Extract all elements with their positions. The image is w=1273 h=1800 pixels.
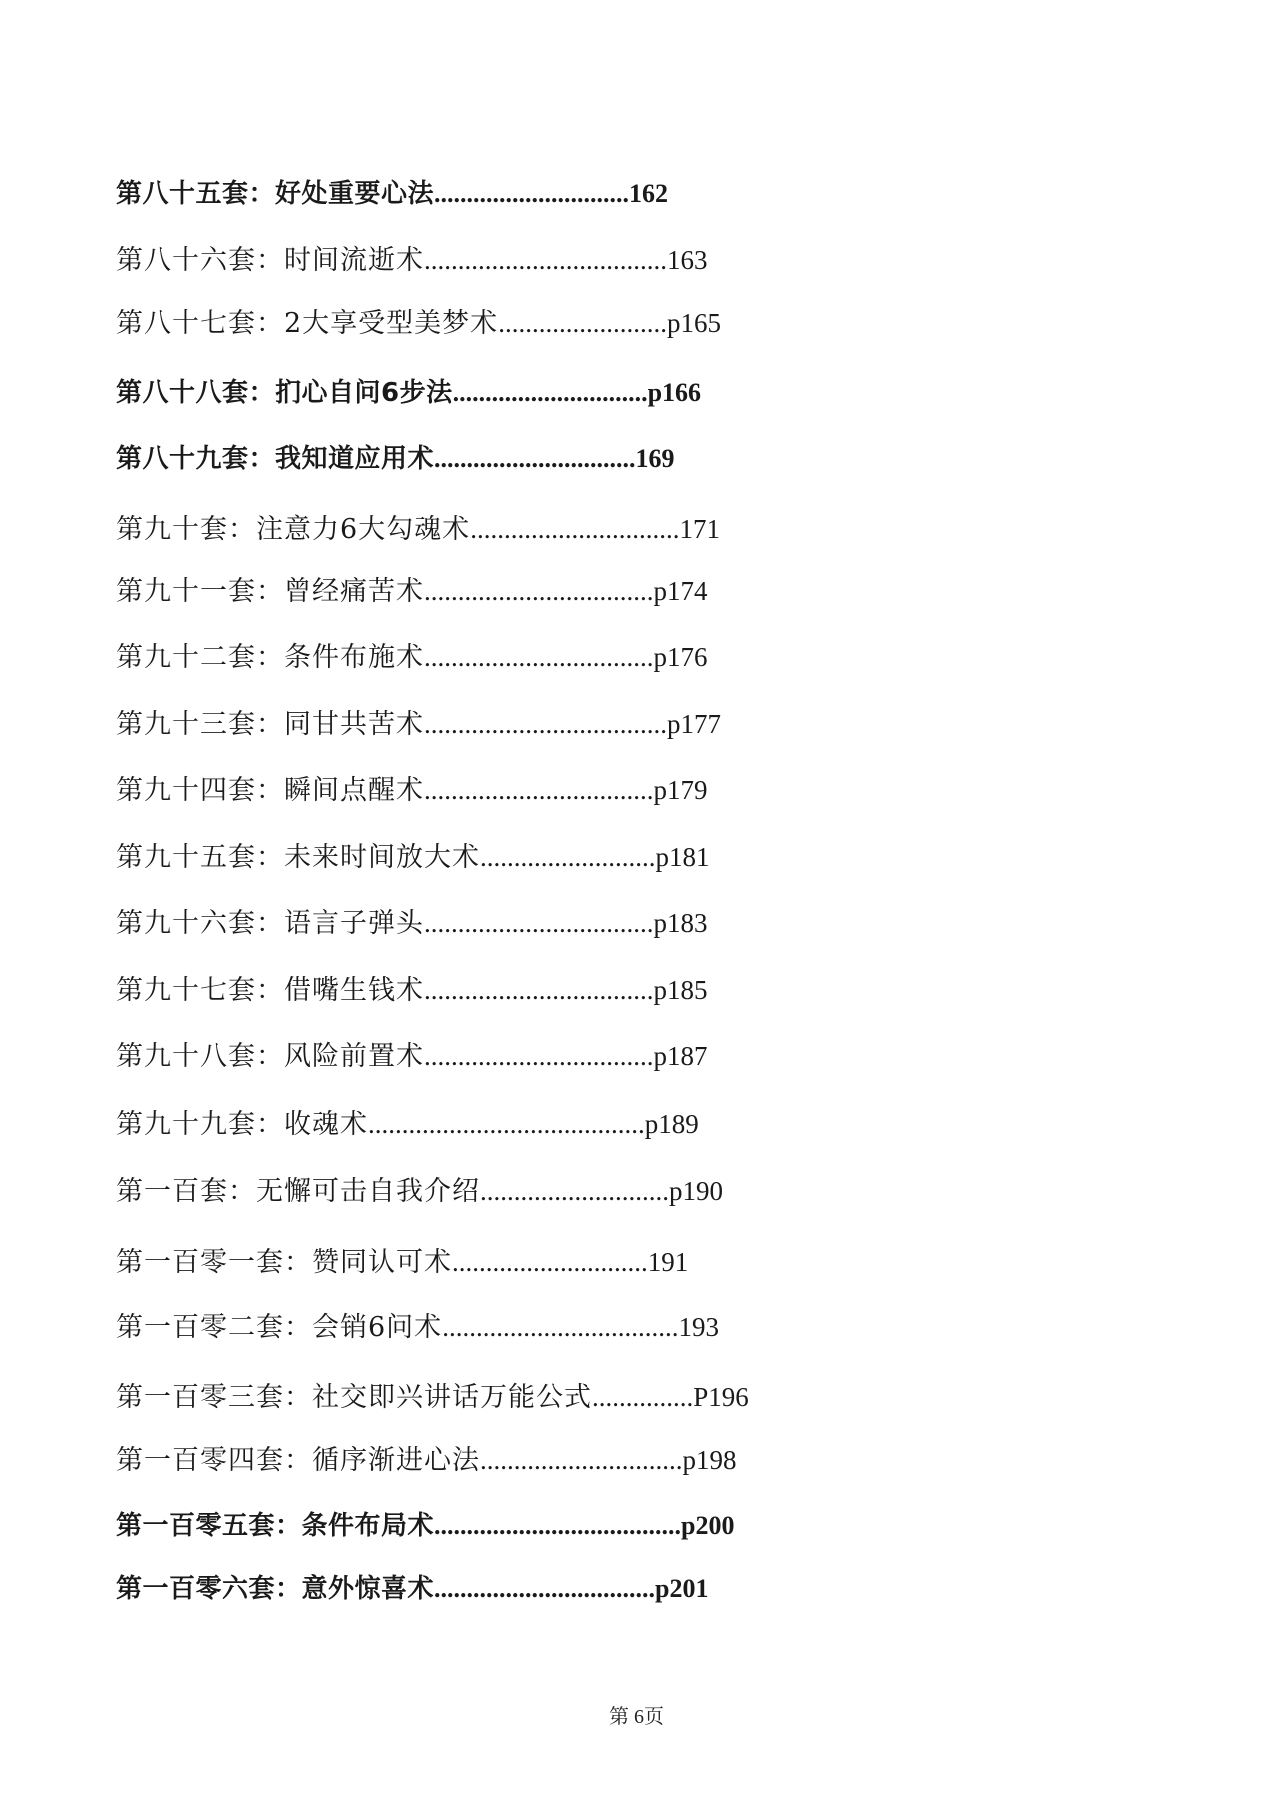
toc-entry-title: 第九十八套：风险前置术	[116, 1041, 424, 1072]
toc-entry-title: 第一百零一套：赞同认可术	[116, 1247, 452, 1278]
toc-entry	[116, 1443, 737, 1478]
toc-leader-dots: ..................................	[434, 1574, 656, 1603]
toc-leader-dots: ...............................	[470, 514, 680, 544]
toc-entry	[116, 1509, 734, 1543]
toc-leader-dots: .........................................	[368, 1109, 645, 1139]
toc-leader-dots: ..................................	[424, 1041, 654, 1071]
toc-entry	[116, 306, 721, 341]
toc-entry-title: 第八十五套：好处重要心法	[116, 179, 435, 209]
toc-leader-dots: ..................................	[424, 975, 654, 1005]
toc-page-number: p201	[655, 1574, 709, 1603]
toc-leader-dots: ............................	[480, 1176, 669, 1206]
toc-leader-dots: ......................................	[434, 1511, 682, 1540]
toc-entry-title: 第一百套：无懈可击自我介绍	[116, 1176, 480, 1207]
toc-leader-dots: ..............................	[434, 179, 630, 208]
toc-page-number: p185	[653, 975, 708, 1005]
toc-page-number: p198	[682, 1445, 737, 1475]
toc-page-number: p181	[655, 842, 710, 872]
toc-entry-title: 第一百零二套：会销6问术	[116, 1312, 443, 1343]
toc-entry	[116, 906, 708, 941]
toc-leader-dots: ...............................	[434, 444, 636, 473]
toc-page-number: p166	[647, 378, 702, 407]
toc-entry	[116, 840, 710, 875]
toc-entry	[116, 376, 701, 410]
toc-entry	[116, 177, 668, 211]
toc-entry	[116, 243, 708, 278]
toc-entry	[116, 1380, 749, 1415]
toc-entry-title: 第八十九套：我知道应用术	[116, 444, 435, 474]
toc-leader-dots: .............................	[452, 1247, 648, 1277]
toc-entry-title: 第一百零三套：社交即兴讲话万能公式	[116, 1382, 592, 1413]
toc-entry-title: 第九十五套：未来时间放大术	[116, 842, 480, 873]
toc-entry-title: 第九十三套：同甘共苦术	[116, 709, 424, 740]
toc-page-number: 163	[667, 245, 708, 275]
toc-entry	[116, 574, 708, 609]
toc-entry-title: 第九十九套：收魂术	[116, 1109, 368, 1140]
toc-page-number: 162	[629, 179, 669, 208]
toc-page-number: p189	[644, 1109, 699, 1139]
toc-entry	[116, 707, 721, 742]
toc-entry-title: 第九十六套：语言子弹头	[116, 908, 424, 939]
toc-page-number: 171	[679, 514, 720, 544]
toc-leader-dots: ..................................	[424, 642, 654, 672]
toc-page-number: p177	[667, 709, 721, 739]
toc-page-number: p190	[669, 1176, 723, 1206]
toc-page-number: 169	[635, 444, 675, 473]
toc-entry	[116, 640, 708, 675]
toc-entry	[116, 442, 675, 476]
toc-leader-dots: ..................................	[424, 576, 654, 606]
toc-page-number: p200	[681, 1511, 735, 1540]
toc-leader-dots: ..........................	[480, 842, 656, 872]
toc-page-number: p174	[653, 576, 708, 606]
toc-leader-dots: ..................................	[424, 908, 654, 938]
toc-entry	[116, 1310, 719, 1345]
toc-entry	[116, 973, 708, 1008]
toc-entry-title: 第一百零六套：意外惊喜术	[116, 1574, 435, 1604]
toc-entry-title: 第一百零五套：条件布局术	[116, 1511, 435, 1541]
toc-leader-dots: ....................................	[424, 245, 667, 275]
toc-leader-dots: ..............................	[452, 378, 648, 407]
toc-entry	[116, 773, 708, 808]
toc-entry	[116, 1039, 708, 1074]
toc-page-number: P196	[693, 1382, 749, 1412]
toc-entry-title: 第八十八套：扪心自问6步法	[116, 378, 453, 408]
toc-page-number: p187	[653, 1041, 708, 1071]
toc-page-number: p165	[666, 308, 721, 338]
toc-entry-title: 第九十二套：条件布施术	[116, 642, 424, 673]
toc-entry	[116, 1174, 723, 1209]
page-number-footer: 第 6页	[609, 1706, 664, 1728]
toc-entry	[116, 512, 720, 547]
toc-leader-dots: ....................................	[424, 709, 667, 739]
toc-page-number: 191	[647, 1247, 689, 1277]
toc-leader-dots: ..................................	[424, 775, 654, 805]
toc-page-number: p179	[653, 775, 708, 805]
toc-entry-title: 第九十四套：瞬间点醒术	[116, 775, 424, 806]
toc-entry-title: 第九十一套：曾经痛苦术	[116, 576, 424, 607]
toc-entry-title: 第九十七套：借嘴生钱术	[116, 975, 424, 1006]
toc-leader-dots: ...................................	[442, 1312, 679, 1342]
toc-page-number: p176	[653, 642, 708, 672]
toc-entry	[116, 1572, 708, 1606]
toc-leader-dots: .........................	[498, 308, 667, 338]
toc-page-number: 193	[678, 1312, 719, 1342]
toc-entry	[116, 1107, 699, 1142]
toc-leader-dots: ...............	[592, 1382, 694, 1412]
toc-entry-title: 第九十套：注意力6大勾魂术	[116, 514, 471, 545]
toc-entry-title: 第八十六套：时间流逝术	[116, 245, 424, 276]
toc-leader-dots: ..............................	[480, 1445, 683, 1475]
toc-entry	[116, 1245, 688, 1280]
toc-page-number: p183	[653, 908, 708, 938]
toc-entry-title: 第一百零四套：循序渐进心法	[116, 1445, 480, 1476]
toc-entry-title: 第八十七套：2大享受型美梦术	[116, 308, 499, 339]
